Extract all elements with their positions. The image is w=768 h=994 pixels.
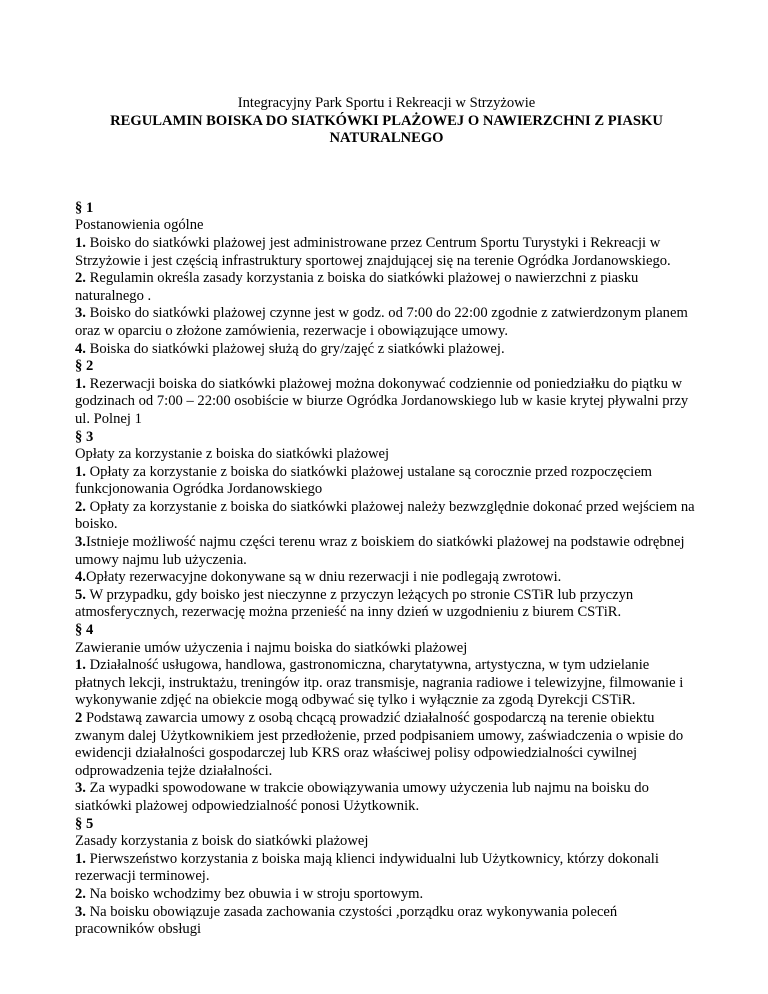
item-number: 4. <box>75 569 86 586</box>
paragraph <box>75 341 698 359</box>
section-4 <box>75 622 698 816</box>
item-number: 1. <box>75 657 86 674</box>
section-mark: § 5 <box>75 815 94 832</box>
section-heading: Postanowienia ogólne <box>75 217 204 234</box>
item-number: 4. <box>75 340 86 357</box>
paragraph <box>75 587 698 622</box>
section-3 <box>75 429 698 623</box>
paragraph <box>75 376 698 429</box>
organization-name: Integracyjny Park Sportu i Rekreacji w Strzyżowie <box>237 95 536 111</box>
item-text: Na boisku obowiązuje zasada zachowania czystości ,porządku oraz wykonywania poleceń pracowników obsługi <box>75 903 618 938</box>
section-2 <box>75 358 698 428</box>
item-number: 1. <box>75 375 86 392</box>
item-number: 3. <box>75 903 86 920</box>
item-text: Pierwszeństwo korzystania z boiska mają klienci indywidualni lub Użytkownicy, którzy dokonali rezerwacji terminowej. <box>75 850 659 885</box>
title-line-1: REGULAMIN BOISKA DO SIATKÓWKI PLAŻOWEJ O NAWIERZCHNI Z PIASKU <box>110 112 663 129</box>
item-text: Na boisko wchodzimy bez obuwia i w stroju sportowym. <box>85 885 424 902</box>
section-1 <box>75 200 698 358</box>
section-mark: § 2 <box>75 358 94 375</box>
paragraph <box>75 235 698 270</box>
item-text: Opłaty za korzystanie z boiska do siatkówki plażowej ustalane są corocznie przed rozpoczęciem funkcjonowania Ogródka Jordanowskiego <box>75 463 653 498</box>
item-number: 2. <box>75 270 86 287</box>
paragraph <box>75 270 698 305</box>
item-text: Boisko do siatkówki plażowej jest administrowane przez Centrum Sportu Turystyki i Rekreacji w Strzyżowie i jest częścią infrastruktury sportowej znajdującej się na terenie Ogródka Jordanowskiego. <box>75 234 671 269</box>
spacer <box>75 148 698 200</box>
paragraph <box>75 851 698 886</box>
section-mark: § 4 <box>75 622 94 639</box>
item-text: Za wypadki spowodowane w trakcie obowiązywania umowy użyczenia lub najmu na boisku do siatkówki plażowej odpowiedzialność ponosi Użytkownik. <box>75 780 649 814</box>
item-number: 1. <box>75 850 86 867</box>
item-text: Rezerwacji boiska do siatkówki plażowej można dokonywać codziennie od poniedziałku do piątku w godzinach od 7:00 – 22:00 osobiście w biurze Ogródka Jordanowskiego lub w kasie krytej pływalni przy ul. Polnej 1 <box>75 375 689 427</box>
section-5 <box>75 816 698 939</box>
paragraph <box>75 780 698 815</box>
item-text: Działalność usługowa, handlowa, gastronomiczna, charytatywna, artystyczna, w tym udzielanie płatnych lekcji, instruktażu, treningów itp. oraz transmisje, nagrania radiowe i telewizyjne, filmowanie i wykonywanie zdjęć na obiekcie mogą odbywać się tylko i wyłącznie za zgodą Dyrekcji CSTiR. <box>75 657 684 709</box>
section-heading: Zasady korzystania z boisk do siatkówki plażowej <box>75 833 369 850</box>
item-text: Istnieje możliwość najmu części terenu wraz z boiskiem do siatkówki plażowej na podstawie odrębnej umowy najmu lub użyczenia. <box>75 534 685 568</box>
item-number: 2 <box>75 710 83 726</box>
item-number: 3. <box>75 534 86 551</box>
paragraph <box>75 657 698 710</box>
item-number: 3. <box>75 305 86 322</box>
paragraph <box>75 569 698 587</box>
item-text: Regulamin określa zasady korzystania z boiska do siatkówki plażowej o nawierzchni z piasku naturalnego . <box>75 270 639 304</box>
item-text: Podstawą zawarcia umowy z osobą chcącą prowadzić działalność gospodarczą na terenie obiektu zwanym dalej Użytkownikiem jest przedłożenie, przed podpisaniem umowy, zaświadczenia o wpisie do ewidencji działalności gospodarczej lub KRS oraz właściwej polisy odpowiedzialności cywilnej odprowadzenia tejże działalności. <box>75 710 684 779</box>
paragraph <box>75 534 698 569</box>
section-mark: § 3 <box>75 428 94 445</box>
title-line-2: NATURALNEGO <box>329 130 444 147</box>
item-number: 1. <box>75 234 86 251</box>
item-number: 3. <box>75 780 86 797</box>
paragraph <box>75 710 698 780</box>
item-number: 5. <box>75 586 86 603</box>
item-text: Boiska do siatkówki plażowej służą do gry/zajęć z siatkówki plażowej. <box>85 340 505 357</box>
item-text: W przypadku, gdy boisko jest nieczynne z przyczyn leżących po stronie CSTiR lub przyczyn atmosferycznych, rezerwację można przenieść na inny dzień w uzgodnieniu z biurem CSTiR. <box>75 586 634 621</box>
section-mark: § 1 <box>75 199 94 216</box>
document-title <box>75 113 698 148</box>
paragraph <box>75 904 698 939</box>
paragraph <box>75 305 698 340</box>
paragraph <box>75 499 698 534</box>
item-number: 1. <box>75 463 86 480</box>
item-text: Boisko do siatkówki plażowej czynne jest w godz. od 7:00 do 22:00 zgodnie z zatwierdzonym planem oraz w oparciu o złożone zamówienia, rezerwacje i obowiązujące umowy. <box>75 305 688 339</box>
paragraph <box>75 464 698 499</box>
paragraph <box>75 886 698 904</box>
section-heading: Opłaty za korzystanie z boiska do siatkówki plażowej <box>75 446 390 463</box>
item-text: Opłaty za korzystanie z boiska do siatkówki plażowej należy bezwzględnie dokonać przed wejściem na boisko. <box>75 498 695 533</box>
section-heading: Zawieranie umów użyczenia i najmu boiska do siatkówki plażowej <box>75 639 468 656</box>
item-number: 2. <box>75 885 86 902</box>
item-number: 2. <box>75 498 86 515</box>
document-header <box>75 95 698 148</box>
item-text: Opłaty rezerwacyjne dokonywane są w dniu rezerwacji i nie podlegają zwrotowi. <box>85 569 562 586</box>
